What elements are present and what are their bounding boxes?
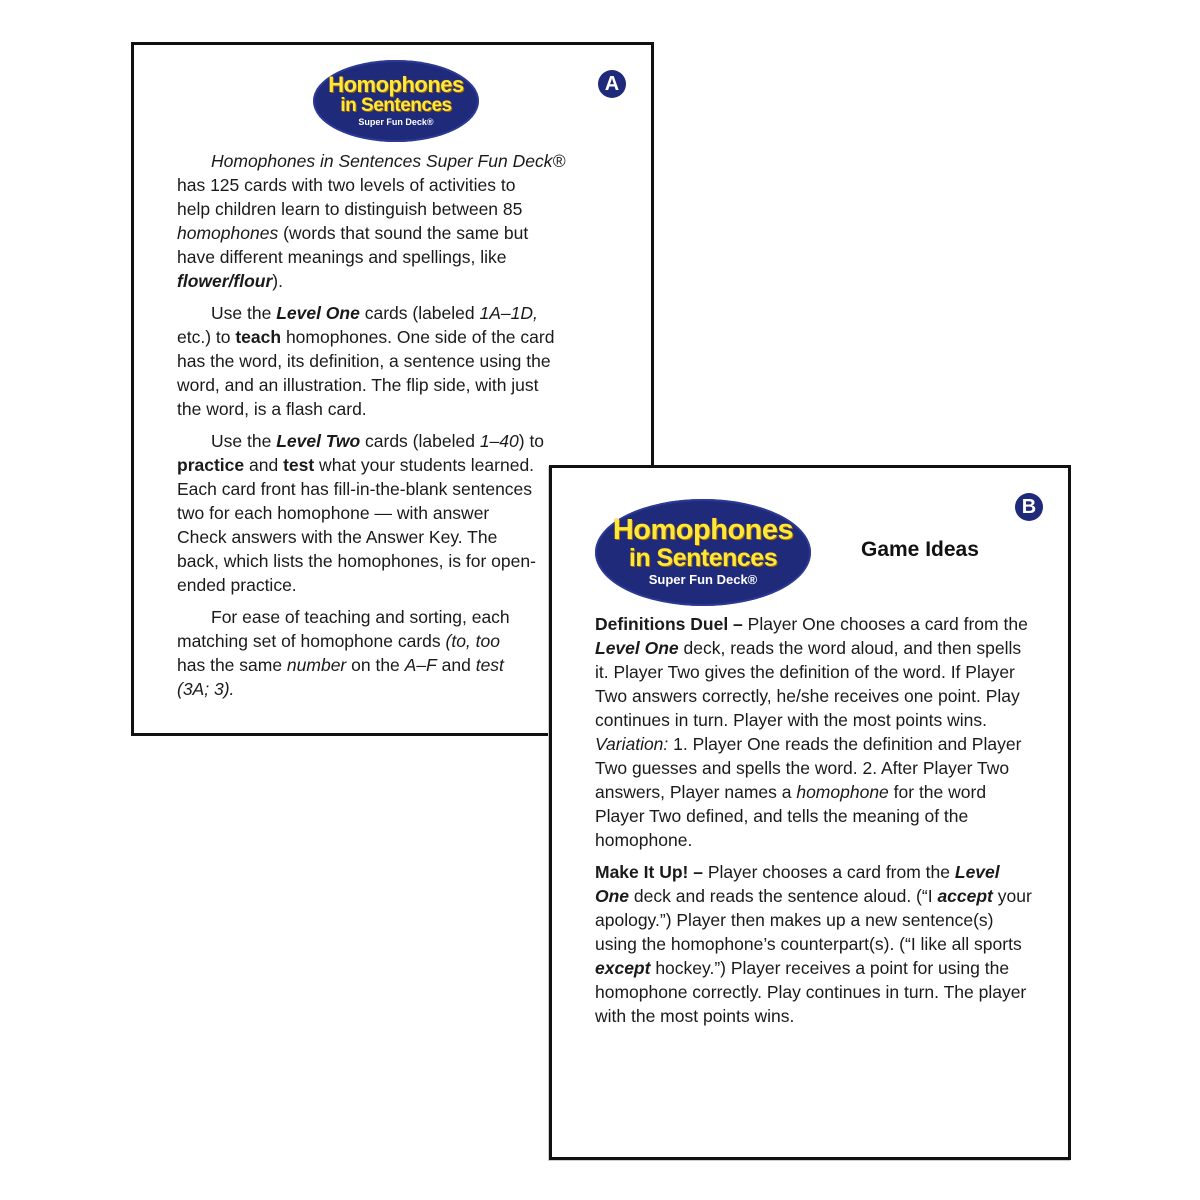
- text-line: [177, 173, 647, 197]
- text-run: For ease of teaching and sorting, each: [211, 607, 510, 627]
- text-run: 1A–1D,: [479, 303, 538, 323]
- text-line: [177, 429, 647, 453]
- card-b-body-text: [595, 612, 1035, 1036]
- text-run: (to, too: [445, 631, 500, 651]
- text-run: Use the: [211, 431, 277, 451]
- text-line: [177, 397, 647, 421]
- text-run: Level One: [276, 303, 360, 323]
- text-run: test: [283, 455, 315, 475]
- game-idea-paragraph: [595, 612, 1035, 852]
- text-run: what your students learned.: [314, 455, 535, 475]
- text-run: (words that sound the same but: [278, 223, 529, 243]
- text-run: Make It Up! –: [595, 862, 703, 882]
- text-line: [177, 349, 647, 373]
- text-run: two for each homophone — with answer: [177, 503, 490, 523]
- text-run: help children learn to distinguish between 85: [177, 199, 523, 219]
- text-run: number: [286, 655, 347, 675]
- text-run: 1–40: [479, 431, 519, 451]
- text-run: Variation:: [595, 734, 669, 754]
- text-run: test: [475, 655, 504, 675]
- text-line: [177, 245, 647, 269]
- text-run: Player One chooses a card from the: [742, 614, 1028, 634]
- text-run: homophones. One side of the card: [281, 327, 555, 347]
- text-run: Use the: [211, 303, 277, 323]
- paragraph: [177, 149, 647, 293]
- text-run: has the same: [177, 655, 287, 675]
- text-run: homophones: [177, 223, 279, 243]
- logo-title: Homophones: [328, 72, 464, 97]
- text-run: Definitions Duel –: [595, 614, 743, 634]
- logo-tagline: Super Fun Deck®: [648, 572, 758, 587]
- text-run: word, and an illustration. The flip side, with just: [177, 375, 539, 395]
- text-run: Homophones in Sentences Super Fun Deck®: [211, 151, 566, 171]
- text-run: ).: [272, 271, 283, 291]
- text-line: [177, 373, 647, 397]
- homophones-logo: [595, 499, 811, 606]
- text-run: cards (labeled: [360, 431, 480, 451]
- text-run: Each card front has fill-in-the-blank sentences: [177, 479, 533, 499]
- text-run: ended practice.: [177, 575, 297, 595]
- text-run: teach: [235, 327, 282, 347]
- text-run: homophone: [796, 782, 889, 802]
- text-run: A–F: [404, 655, 437, 675]
- text-run: Player chooses a card from the: [702, 862, 955, 882]
- text-run: (3A; 3).: [177, 679, 235, 699]
- text-run: for the word Player Two defined, and tells the meaning of the homophone.: [595, 782, 987, 850]
- logo-subtitle: in Sentences: [340, 95, 452, 116]
- text-run: Check answers with the Answer Key. The: [177, 527, 498, 547]
- text-line: [177, 149, 647, 173]
- text-run: ) to: [518, 431, 545, 451]
- text-line: [177, 221, 647, 245]
- paragraph: [177, 301, 647, 421]
- text-run: and: [436, 655, 476, 675]
- text-run: deck and reads the sentence aloud. (“I: [629, 886, 938, 906]
- text-line: [177, 197, 647, 221]
- text-run: matching set of homophone cards: [177, 631, 446, 651]
- logo-title: Homophones: [612, 514, 794, 546]
- text-run: cards (labeled: [359, 303, 480, 323]
- card-letter-badge-a: A: [598, 70, 626, 98]
- text-run: and: [244, 455, 284, 475]
- text-run: 1. Player One reads the definition and Player Two guesses and spells the word. 2. After Player Two answers, Player names a: [595, 734, 1022, 802]
- text-run: hockey.”) Player receives a point for using the homophone correctly. Play continues in turn. The player with the most points wins.: [595, 958, 1027, 1026]
- logo-tagline: Super Fun Deck®: [358, 117, 434, 127]
- text-run: deck, reads the word aloud, and then spells it. Player Two gives the definition of the word. If Player Two answers correctly, he/she receives one point. Play continues in turn. Player with the most points wins.: [595, 638, 1022, 730]
- card-letter-badge-b: B: [1015, 493, 1043, 521]
- text-run: on the: [346, 655, 405, 675]
- text-run: except: [595, 958, 651, 978]
- text-run: accept: [937, 886, 993, 906]
- text-run: has the word, its definition, a sentence using the: [177, 351, 551, 371]
- text-run: Level Two: [276, 431, 361, 451]
- text-line: [177, 301, 647, 325]
- logo-subtitle: in Sentences: [628, 544, 778, 572]
- game-idea-paragraph: [595, 860, 1035, 1028]
- text-run: Level One: [595, 862, 1000, 906]
- text-run: practice: [177, 455, 245, 475]
- instruction-card-b: [549, 465, 1071, 1160]
- text-run: have different meanings and spellings, like: [177, 247, 507, 267]
- game-ideas-heading: Game Ideas: [861, 538, 979, 561]
- homophones-logo: [313, 60, 479, 142]
- text-run: has 125 cards with two levels of activities to: [177, 175, 516, 195]
- text-run: back, which lists the homophones, is for open-: [177, 551, 536, 571]
- text-run: etc.) to: [177, 327, 236, 347]
- text-run: flower/flour: [177, 271, 273, 291]
- text-run: Level One: [595, 638, 679, 658]
- text-line: [177, 325, 647, 349]
- text-run: the word, is a flash card.: [177, 399, 367, 419]
- text-run: your apology.”) Player then makes up a new sentence(s) using the homophone’s counterpart(s). (“I like all sports: [595, 886, 1032, 954]
- text-line: [177, 269, 647, 293]
